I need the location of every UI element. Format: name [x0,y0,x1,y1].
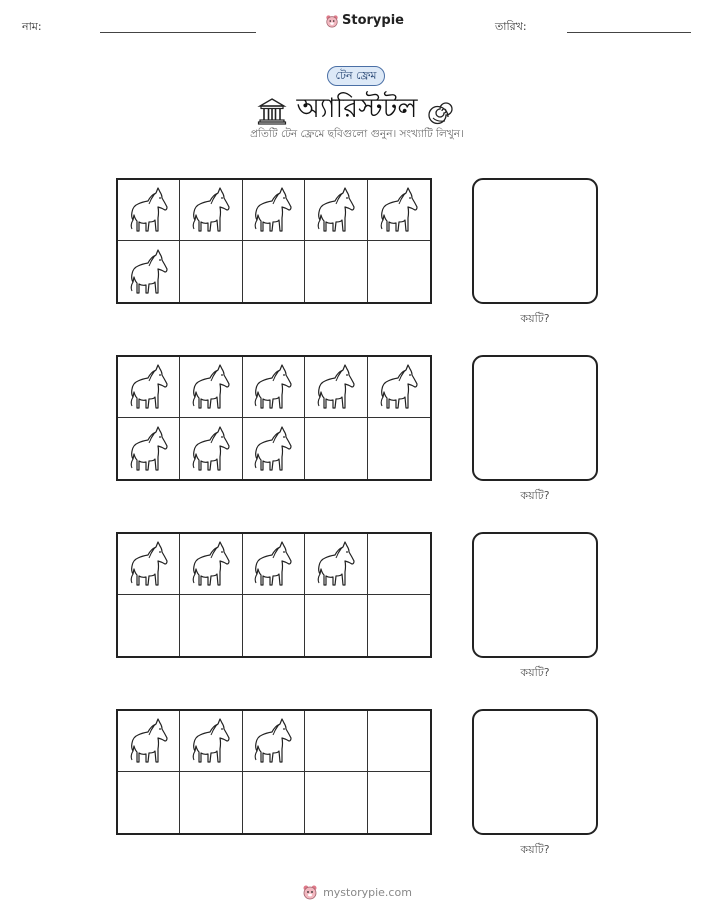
footer-url[interactable]: mystorypie.com [323,885,412,899]
horse-icon [189,363,233,411]
frame-cell [368,772,430,833]
frame-cell [243,711,305,772]
horse-icon [127,540,171,588]
frame-cell [243,772,305,833]
answer-label-3: কয়টি? [520,666,550,679]
frame-cell [243,418,305,479]
answer-label-4: কয়টি? [520,843,550,856]
frame-cell [305,534,367,595]
frame-cell [180,357,242,418]
greek-temple-icon [257,96,287,126]
frame-cell [180,595,242,656]
answer-box-3[interactable] [472,532,598,658]
horse-icon [127,248,171,296]
frame-cell [118,534,180,595]
horse-icon [189,425,233,473]
frame-cell [368,180,430,241]
date-label: তারিখ: [495,20,527,33]
frame-cell [305,711,367,772]
horse-icon [251,363,295,411]
frame-cell [305,595,367,656]
ten-frame-3 [116,532,432,658]
frame-cell [305,180,367,241]
answer-label-2: কয়টি? [520,489,550,502]
name-line[interactable] [100,32,256,33]
brand [325,13,404,28]
frame-cell [180,241,242,302]
horse-icon [251,186,295,234]
frame-cell [243,534,305,595]
frame-cell [305,772,367,833]
frame-cell [180,418,242,479]
horse-icon [127,363,171,411]
ten-frame-badge: টেন ফ্রেম [327,66,385,86]
date-line[interactable] [567,32,691,33]
ten-frame-1 [116,178,432,304]
frame-cell [368,241,430,302]
frame-cell [243,180,305,241]
page-title: অ্যারিস্টটল [296,93,418,124]
answer-box-4[interactable] [472,709,598,835]
answer-box-2[interactable] [472,355,598,481]
frame-cell [368,357,430,418]
frame-cell [118,180,180,241]
horse-icon [127,717,171,765]
frame-cell [118,772,180,833]
horse-icon [314,186,358,234]
horse-icon [251,425,295,473]
frame-cell [118,595,180,656]
horse-icon [189,540,233,588]
frame-cell [180,711,242,772]
horse-icon [127,186,171,234]
frame-cell [180,180,242,241]
instruction-text: প্রতিটি টেন ফ্রেমে ছবিগুলো গুনুন। সংখ্যাটি লিখুন। [250,128,464,140]
frame-cell [368,534,430,595]
horse-icon [189,717,233,765]
frame-cell [305,418,367,479]
frame-cell [180,534,242,595]
horse-icon [251,540,295,588]
answer-box-1[interactable] [472,178,598,304]
horse-icon [377,186,421,234]
frame-cell [368,595,430,656]
horse-icon [314,540,358,588]
frame-cell [368,418,430,479]
brand-name: Storypie [342,13,404,28]
frame-cell [243,357,305,418]
frame-cell [118,357,180,418]
horse-icon [377,363,421,411]
frame-cell [118,241,180,302]
name-label: নাম: [22,20,42,33]
frame-cell [305,241,367,302]
frame-cell [180,772,242,833]
frame-cell [118,418,180,479]
ten-frame-2 [116,355,432,481]
horse-icon [189,186,233,234]
spiral-shell-icon [427,96,457,126]
horse-icon [127,425,171,473]
bear-logo-icon [325,14,339,28]
bear-logo-icon [302,884,318,900]
answer-label-1: কয়টি? [520,312,550,325]
footer [0,884,714,900]
frame-cell [243,241,305,302]
frame-cell [305,357,367,418]
frame-cell [118,711,180,772]
frame-cell [243,595,305,656]
frame-cell [368,711,430,772]
ten-frame-4 [116,709,432,835]
horse-icon [314,363,358,411]
horse-icon [251,717,295,765]
